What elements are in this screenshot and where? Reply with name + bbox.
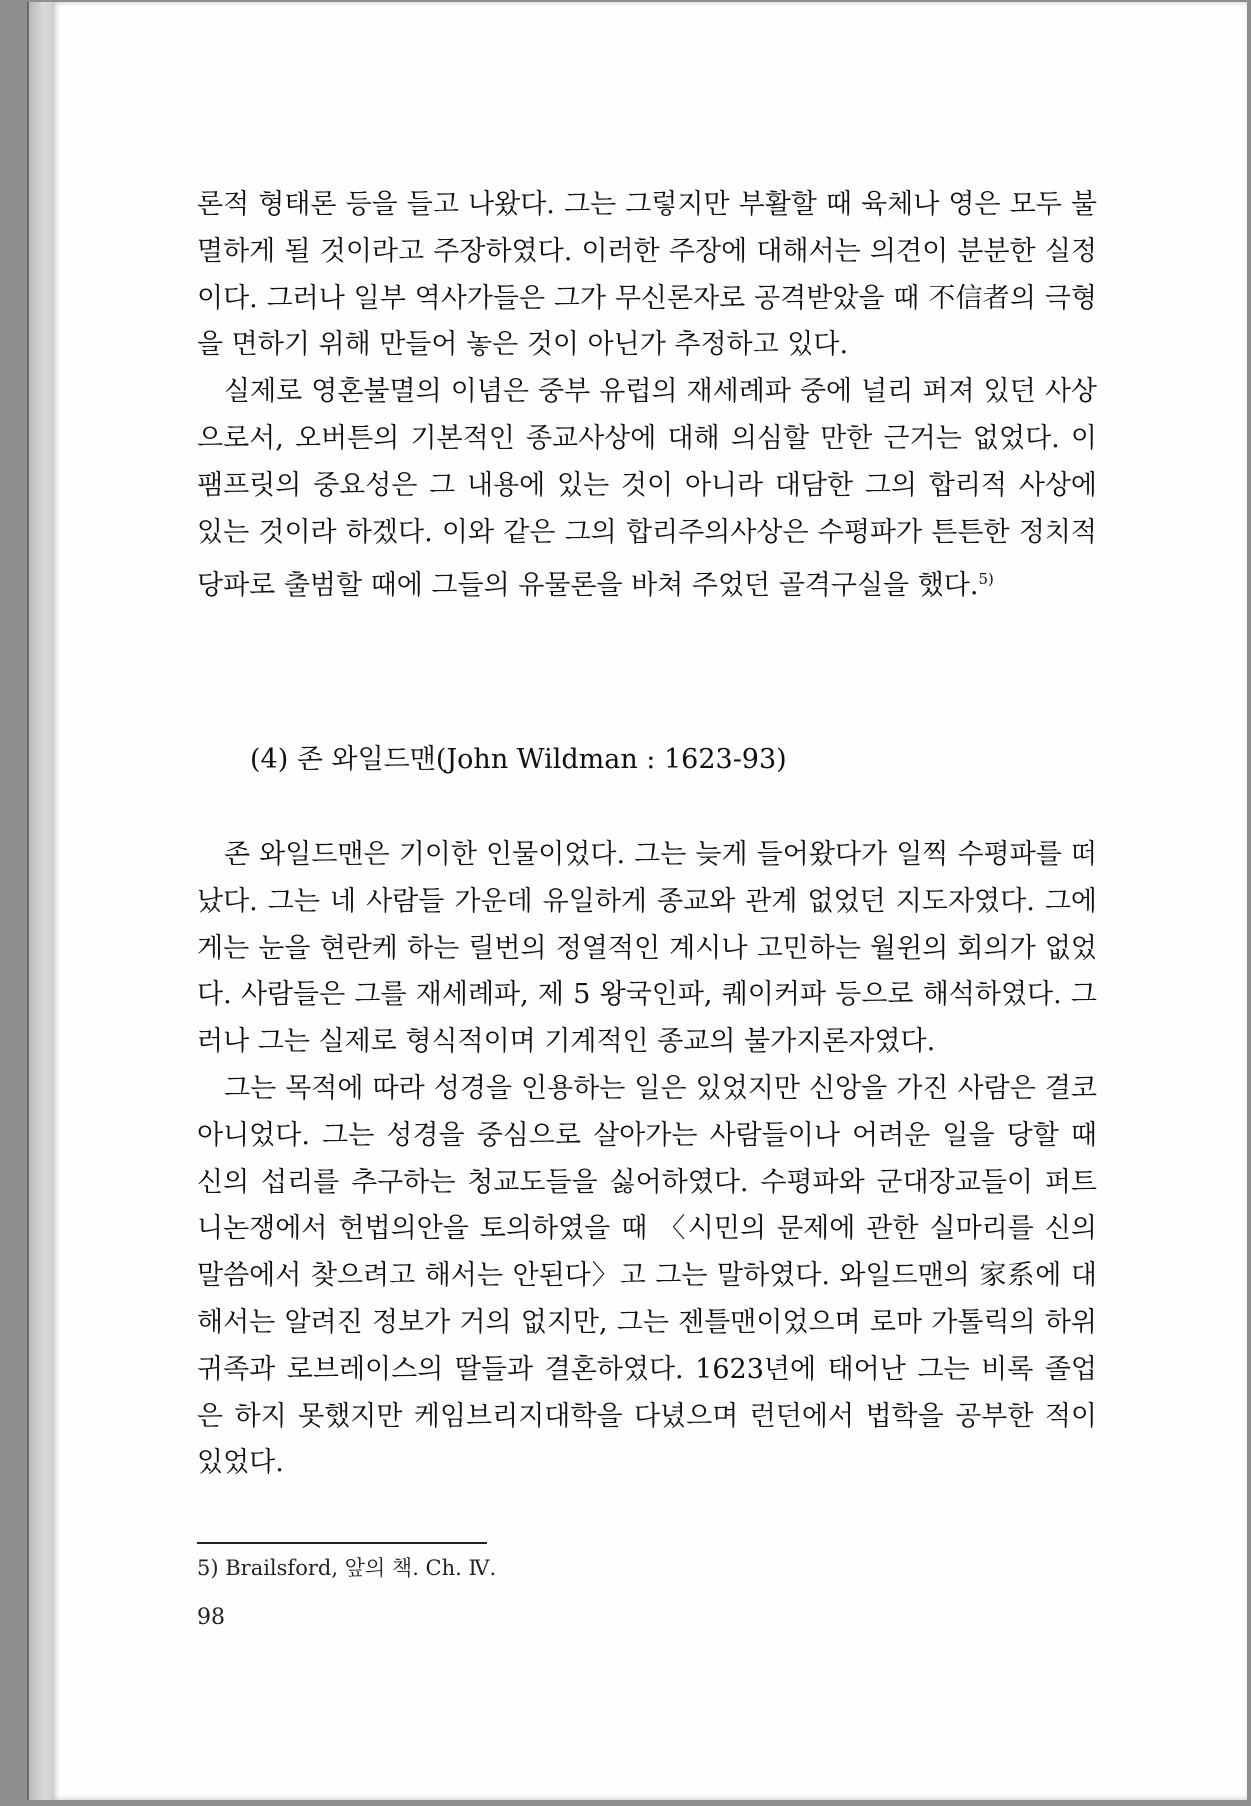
- paragraph: 존 와일드맨은 기이한 인물이었다. 그는 늦게 들어왔다가 일찍 수평파를 떠났다. 그는 네 사람들 가운데 유일하게 종교와 관계 없었던 지도자였다. 그에게는 눈을 현란케 하는 릴번의 정열적인 계시나 고민하는 월윈의 회의가 없었다. 사람들은 그를 재세례파, 제 5 왕국인파, 퀘이커파 등으로 해석하였다. 그러나 그는 실제로 형식적이며 기계적인 종교의 불가지론자였다.: [197, 839, 1097, 1058]
- section-heading: (4) 존 와일드맨(John Wildman : 1623-93): [250, 744, 787, 775]
- body-text-top: [197, 182, 1097, 610]
- paragraph-text: 실제로 영혼불멸의 이념은 중부 유럽의 재세례파 중에 널리 퍼져 있던 사상으로서, 오버튼의 기본적인 종교사상에 대해 의심할 만한 근거는 없었다. 이 팸프릿의 중요성은 그 내용에 있는 것이 아니라 대담한 그의 합리적 사상에 있는 것이라 하겠다. 이와 같은 그의 합리주의사상은 수평파가 튼튼한 정치적 당파로 출범할 때에 그들의 유물론을 바쳐 주었던 골격구실을 했다.: [197, 376, 1097, 602]
- footnote-ref: 5): [978, 570, 994, 589]
- book-spine: [27, 2, 29, 1800]
- paragraph: [197, 369, 1097, 610]
- footnote-rule: [197, 1542, 487, 1544]
- paragraph: 론적 형태론 등을 들고 나왔다. 그는 그렇지만 부활할 때 육체나 영은 모두 불멸하게 될 것이라고 주장하였다. 이러한 주장에 대해서는 의견이 분분한 실정이다. 그러나 일부 역사가들은 그가 무신론자로 공격받았을 때 不信者의 극형을 면하기 위해 만들어 놓은 것이 아닌가 추정하고 있다.: [197, 189, 1097, 361]
- footnote: 5) Brailsford, 앞의 책. Ch. Ⅳ.: [197, 1556, 497, 1580]
- book-page-edges: [27, 2, 55, 1800]
- book-page: [52, 2, 1247, 1800]
- body-text-bottom: [197, 832, 1097, 1487]
- paragraph: 그는 목적에 따라 성경을 인용하는 일은 있었지만 신앙을 가진 사람은 결코 아니었다. 그는 성경을 중심으로 살아가는 사람들이나 어려운 일을 당할 때 신의 섭리를 추구하는 청교도들을 싫어하였다. 수평파와 군대장교들이 퍼트니논쟁에서 헌법의안을 토의하였을 때 〈시민의 문제에 관한 실마리를 신의 말씀에서 찾으려고 해서는 안된다〉고 그는 말하였다. 와일드맨의 家系에 대해서는 알려진 정보가 거의 없지만, 그는 젠틀맨이었으며 로마 가톨릭의 하위귀족과 로브레이스의 딸들과 결혼하였다. 1623년에 태어난 그는 비록 졸업은 하지 못했지만 케임브리지대학을 다녔으며 런던에서 법학을 공부한 적이 있었다.: [197, 1072, 1097, 1479]
- page-number: 98: [197, 1605, 225, 1630]
